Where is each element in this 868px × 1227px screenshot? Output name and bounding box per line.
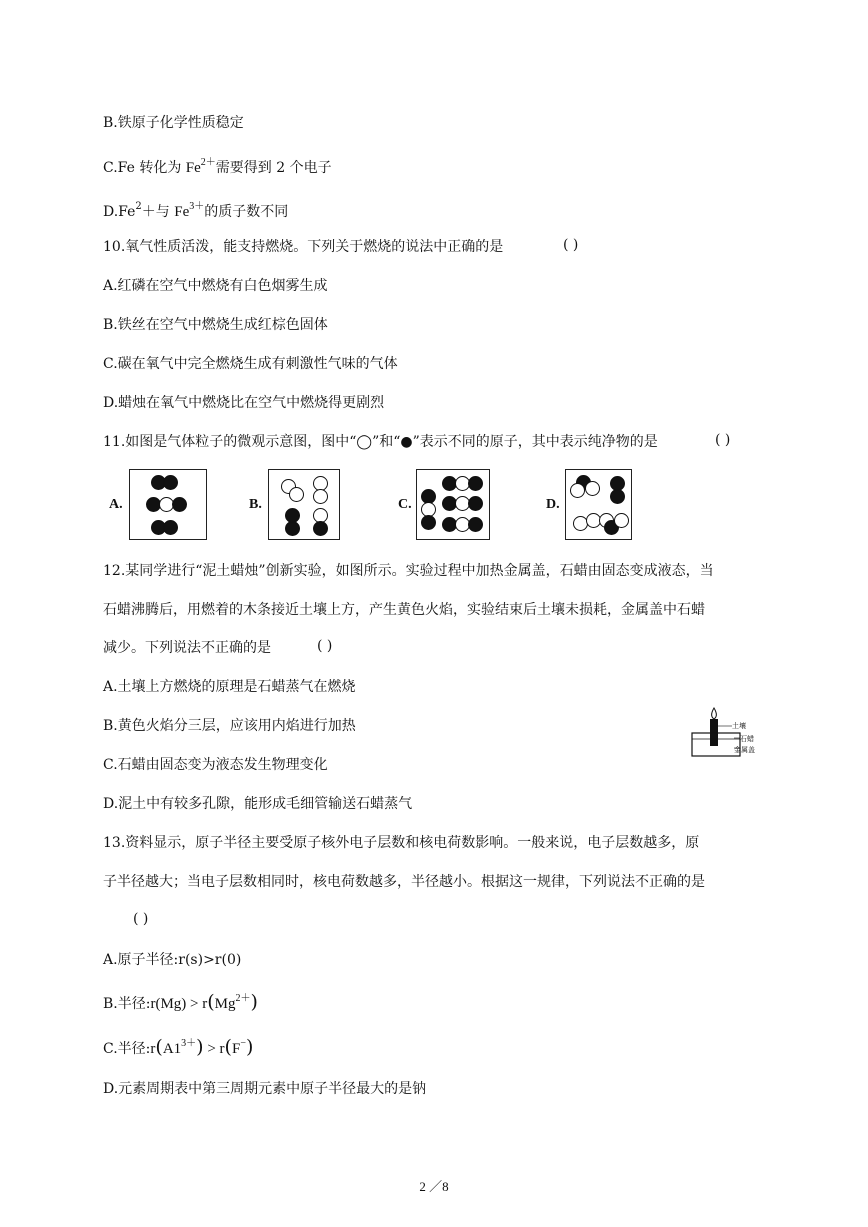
q13-b-close-paren: )	[250, 991, 258, 1013]
apparatus-drawing	[688, 704, 768, 764]
q9-option-c	[103, 158, 332, 180]
black-atom	[468, 496, 483, 511]
q9-c-ion: Fe	[185, 160, 201, 176]
q12-option-b: B.黄色火焰分三层，应该用内焰进行加热	[103, 718, 356, 734]
q12-answer-paren: ( )	[317, 638, 333, 654]
q12-stem-line3: 减少。下列说法不正确的是	[103, 640, 271, 656]
q10-option-d: D.蜡烛在氧气中燃烧比在空气中燃烧得更剧烈	[103, 395, 385, 411]
q11-label-b: B.	[249, 497, 262, 512]
q13-c-charge2: −	[240, 1038, 246, 1049]
page-number: 2 ／8	[419, 1179, 449, 1194]
q11-label-a: A.	[109, 497, 123, 512]
q10-option-c: C.碳在氧气中完全燃烧生成有刺激性气味的气体	[103, 356, 398, 372]
q10-answer-paren: ( )	[563, 237, 579, 253]
q12-stem-line1: 12.某同学进行“泥土蜡烛”创新实验，如图所示。实验过程中加热金属盖，石蜡由固态变成液态，当	[103, 563, 714, 579]
q9-d-mid: ＋与	[141, 204, 175, 220]
wax-label: 石蜡	[740, 735, 754, 743]
q13-c-charge: 3＋	[181, 1038, 197, 1049]
q13-b-math: r(Mg) > r	[150, 996, 208, 1012]
q13-b-open-paren: (	[207, 991, 215, 1013]
black-atom	[163, 520, 178, 535]
q13-b-ion: Mg	[214, 996, 236, 1012]
q13-c-ion2: F	[231, 1041, 241, 1057]
q11-label-c: C.	[398, 497, 412, 512]
q11-diagram-a	[129, 469, 207, 540]
black-atom	[163, 475, 178, 490]
q11-stem: 11.如图是气体粒子的微观示意图，图中“◯”和“●”表示不同的原子，其中表示纯净物的是	[103, 434, 658, 450]
q13-option-a: A.原子半径:r(s)>r(0)	[103, 952, 242, 968]
black-atom	[313, 521, 328, 536]
q13-option-c	[103, 1037, 253, 1061]
q9-d-charge: 3＋	[189, 201, 205, 212]
black-atom	[172, 497, 187, 512]
q9-d-suffix: 的质子数不同	[204, 204, 289, 220]
q9-c-suffix: 需要得到 2 个电子	[215, 160, 332, 176]
black-atom	[468, 476, 483, 491]
q11-diagram-b	[268, 469, 340, 540]
q11-diagram-d	[565, 469, 632, 540]
white-atom	[313, 489, 328, 504]
q13-b-prefix: B.半径:	[103, 996, 151, 1012]
clay-candle-apparatus-figure	[688, 704, 768, 764]
q13-c-close-paren-2: )	[245, 1036, 254, 1058]
white-atom	[570, 483, 585, 498]
white-atom	[585, 481, 600, 496]
q9-c-prefix: C.Fe 转化为	[103, 160, 186, 176]
q12-option-d: D.泥土中有较多孔隙，能形成毛细管输送石蜡蒸气	[103, 796, 413, 812]
q9-c-charge: 2＋	[200, 157, 216, 168]
q13-option-b	[103, 992, 258, 1016]
q11-answer-paren: ( )	[715, 432, 731, 448]
q9-option-b: B.铁原子化学性质稳定	[103, 115, 244, 131]
q9-d-prefix: D.Fe	[103, 204, 136, 220]
soil-label: 土壤	[732, 722, 746, 730]
black-atom	[421, 515, 436, 530]
q13-answer-paren: ( )	[133, 911, 149, 927]
q10-option-b: B.铁丝在空气中燃烧生成红棕色固体	[103, 317, 328, 333]
q13-c-mid: > r	[203, 1041, 225, 1057]
q10-option-a: A.红磷在空气中燃烧有白色烟雾生成	[103, 278, 328, 294]
q13-option-d: D.元素周期表中第三周期元素中原子半径最大的是钠	[103, 1081, 427, 1097]
q13-c-close-paren-1: )	[196, 1036, 204, 1058]
q9-d-ion: Fe	[174, 204, 190, 220]
q12-option-c: C.石蜡由固态变为液态发生物理变化	[103, 757, 328, 773]
q12-stem-line2: 石蜡沸腾后，用燃着的木条接近土壤上方，产生黄色火焰，实验结束后土壤未损耗，金属盖中石蜡	[103, 602, 705, 618]
q13-b-charge: 2＋	[235, 993, 251, 1004]
black-atom	[468, 517, 483, 532]
black-atom	[610, 489, 625, 504]
white-atom	[289, 487, 304, 502]
q9-option-d	[103, 202, 288, 224]
q13-c-open-paren-1: (	[155, 1036, 163, 1058]
white-atom	[614, 513, 629, 528]
q13-c-prefix: C.半径:	[103, 1041, 151, 1057]
q13-c-ion: A1	[162, 1041, 182, 1057]
black-atom	[285, 521, 300, 536]
q13-stem-line2: 子半径越大；当电子层数相同时，核电荷数越多，半径越小。根据这一规律，下列说法不正确的是	[103, 874, 705, 890]
q10-stem: 10.氧气性质活泼，能支持燃烧。下列关于燃烧的说法中正确的是	[103, 239, 504, 255]
q11-label-d: D.	[546, 497, 560, 512]
q13-c-open-paren-2: (	[224, 1036, 232, 1058]
q11-diagram-c	[416, 469, 490, 540]
q13-stem-line1: 13.资料显示，原子半径主要受原子核外电子层数和核电荷数影响。一般来说，电子层数越多，原	[103, 835, 700, 851]
q9-d-sup1: 2	[135, 201, 142, 212]
q12-option-a: A.土壤上方燃烧的原理是石蜡蒸气在燃烧	[103, 679, 356, 695]
metal-cap-label: 金属盖	[734, 746, 755, 754]
q13-c-r: r	[150, 1041, 156, 1057]
